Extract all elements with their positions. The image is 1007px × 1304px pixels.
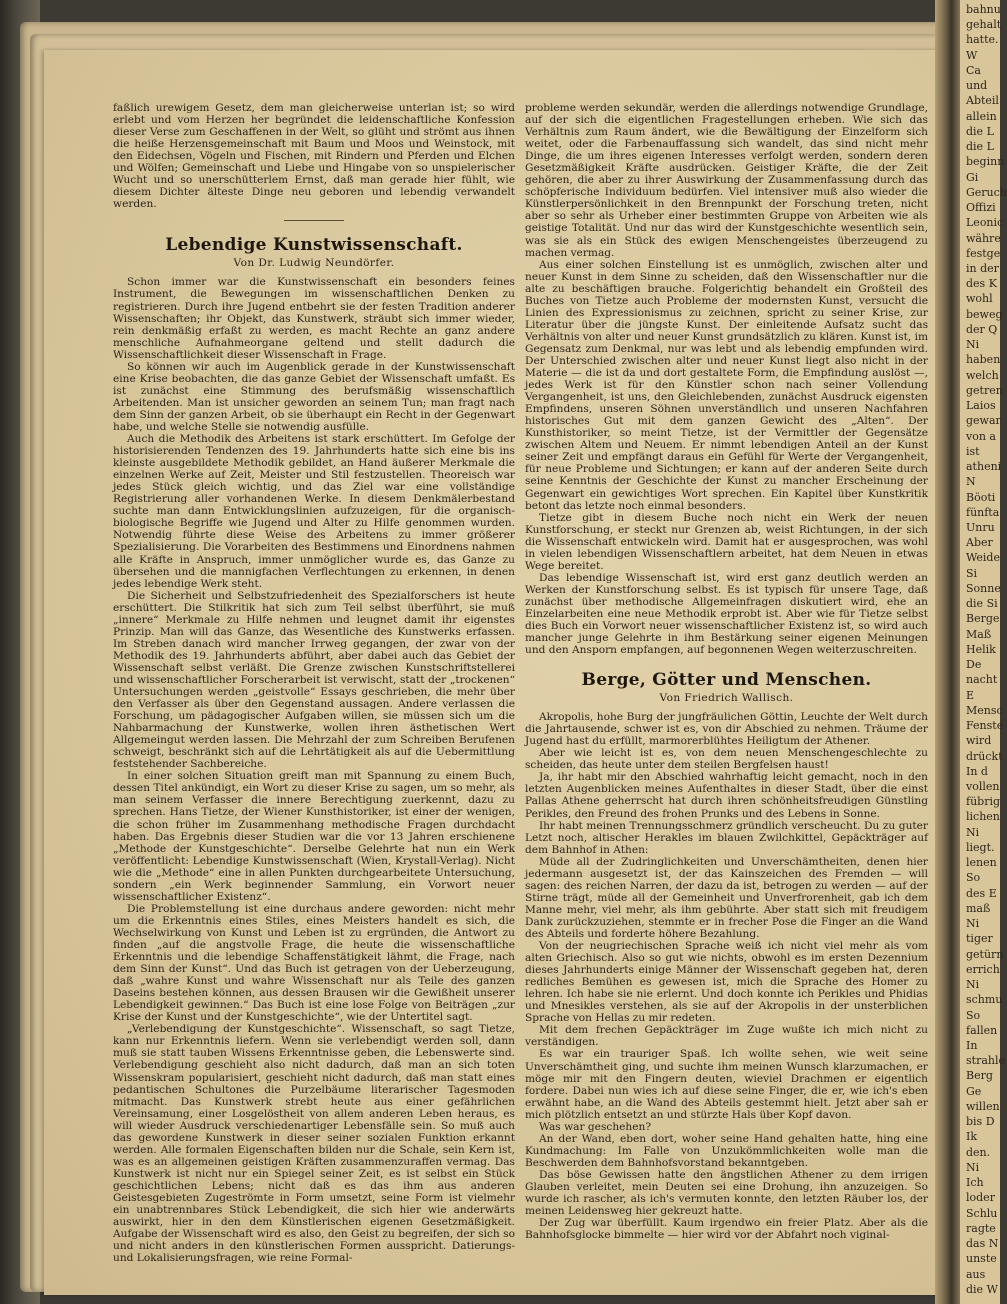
article2-paragraph: Aber wie leicht ist es, von dem neuen Menschengeschlechte zu scheiden, das heute unter dem steilen Bergfelsen haust!: [525, 747, 928, 772]
next-page-fragment: der Q: [966, 322, 998, 336]
next-page-fragment: getürn: [966, 947, 1004, 961]
next-page-fragment: lenen: [966, 856, 997, 870]
next-page-fragment: festge: [966, 246, 1001, 260]
next-page-fragment: die Si: [966, 597, 998, 611]
article2-paragraph: Von der neugriechischen Sprache weiß ich nicht viel mehr als vom alten Griechisch. Also so gut wie nichts, obwohl es im ersten Dezennium dieses Jahrhunderts einige Männer der Wissenschaft gegeben hat, deren redliches Bemühen es gewesen ist, mich die Sprache des Homer zu lehren. Ich habe sie nie erlernt. Und doch konnte ich Perikles und Phidias und Mnesikles verstehen, als sie auf der Akropolis in der unsterblichen Sprache von Hellas zu mir redeten.: [525, 940, 928, 1025]
next-page-fragment: allein: [966, 109, 997, 123]
next-page-fragment: welch: [966, 368, 999, 382]
article1-paragraph: „Verlebendigung der Kunstgeschichte“. Wissenschaft, so sagt Tietze, kann nur Erkenntnis liefern. Wenn sie verlebendigt werden soll, dann muß sie statt tauben Wissens Erkenntnisse geben, die Lebenswerte sind. Verlebendigung geschieht also nicht dadurch, daß man an sich toten Wissenskram popularisiert, geschieht nicht dadurch, daß man statt eines pedantischen Schultones die Purzelbäume literarischer Tagesmoden mitmacht. Das Kunstwerk strebt heute aus einer gefährlichen Vereinsamung, einer Losgelöstheit von allem anderen Leben heraus, es will wieder Ausdruck verschiedenartiger Lebensfälle sein. So muß auch das gewordene Kunstwerk in dieser seiner sozialen Funktion erkannt werden. Alle formalen Eigenschaften bilden nur die Schale, sein Kern ist, was es an allgemeinen geistigen Kräften zusammenzuraffen vermag. Das Kunstwerk ist nicht nur ein Spiegel seiner Zeit, es ist selbst ein Stück geschichtlichen Lebens; nicht daß es das ihm aus anderen Geistesgebieten Zugeströmte in Form umsetzt, seine Form ist vielmehr ein unabtrennbares Stück Lebendigkeit, die sich hier wie anderwärts auswirkt, hier in den dem Künstlerischen eigenen Gesetzmäßigkeit. Aufgabe der Wissenschaft wird es also, den Geist zu begreifen, der sich so und nicht anders in den künstlerischen Formen ausspricht. Datierungs- und Lokalisierungsfragen, wie reine Formal-: [113, 1023, 515, 1265]
article1-paragraph: Die Sicherheit und Selbstzufriedenheit des Spezialforschers ist heute erschüttert. Die Stilkritik hat sich zum Teil selbst überführt, sie muß „innere“ Merkmale zu Hilfe nehmen und leugnet damit ihr eigenstes Prinzip. Man will das Ganze, das Wesentliche des Kunstwerks erfassen. Im Streben danach wird mancher Irrweg gegangen, der zwar von der Methodik des 19. Jahrhunderts abführt, aber dabei auch das Gebiet der Wissenschaft selbst verläßt. Die Grenze zwischen Kunstschriftstellerei und wissenschaftlicher Forscherarbeit ist verwischt, statt der „trockenen“ Untersuchungen werden „geistvolle“ Essays geschrieben, die mehr über den Verfasser als über den Gegenstand aussagen. Andere verlassen die Forschung, um pädagogischer Aufgaben willen, sie müssen sich um die Nahbarmachung der Kunstwerke, wollen ihren ästhetischen Wert Allgemeingut werden lassen. Die Mehrzahl der zum Schreiben Berufenen schweigt, beschränkt sich auf die Lehrtätigkeit als auf die Uebermittlung feststehender Sachbereiche.: [113, 589, 515, 771]
next-page-fragment: atheni: [966, 460, 1002, 474]
article1-continuation: Aus einer solchen Einstellung ist es unmöglich, zwischen alter und neuer Kunst in dem Sinne zu scheiden, daß den Wissenschaftler nur die alte zu beschäftigen brauche. Folgerichtig behandelt ein Großteil des Buches von Tietze auch Probleme der modernsten Kunst, versucht die Linien des Expressionismus zu zeichnen, spricht zu seiner Krise, zur Literatur über die jüngste Kunst. Der einleitende Aufsatz sucht das Verhältnis von alter und neuer Kunst grundsätzlich zu klären. Kunst ist, im Gegensatz zum Denkmal, nur was lebt und als lebendig empfunden wird. Der Unterschied zwischen alter und neuer Kunst liegt also nicht in der Materie — die ist da und dort gestaltete Form, die Empfindung auslöst —, jedes Werk ist für den Künstler schon nach seiner Vollendung Vergangenheit, ist uns, den Gleichlebenden, zunächst Ausdruck eigensten Empfindens, unseren Söhnen unverständlich und unseren Nachfahren historisches Gut mit dem ganzen Gewicht des „Alten“. Der Kunsthistoriker, so meint Tietze, ist der Vermittler der Gegensätze zwischen Altem und Neuem. Er nimmt lebendigen Anteil an der Kunst seiner Zeit und empfängt daraus ein Gefühl für Werte der Vergangenheit, für neue Probleme und Sichtungen; er kann auf der anderen Seite durch seine Kenntnis der Geschichte der Kunst zu mancher Erscheinung der Gegenwart ein gewichtiges Wort sprechen. Ein Kapitel über Kunstkritik betont das letzte noch einmal besonders.: [525, 258, 929, 512]
next-page-fragment: Laios: [966, 399, 996, 413]
next-page-fragment: Schlu: [966, 1206, 998, 1220]
next-page-fragment: ist: [966, 444, 980, 458]
next-page-fragment: liegt.: [966, 840, 995, 854]
next-page-fragment: Ge: [966, 1084, 982, 1098]
next-page-fragment: Ik: [966, 1130, 978, 1144]
article2-paragraph: Der Zug war überfüllt. Kaum irgendwo ein freier Platz. Aber als die Bahnhofsglocke bimmelte — hier wird vor der Abfahrt noch viginal-: [525, 1217, 928, 1242]
next-page-fragment: E: [966, 688, 975, 702]
next-page-fragment: bahnu: [966, 3, 1001, 16]
article2-paragraph: Was war geschehen?: [539, 1120, 652, 1133]
next-page-fragment: aus: [966, 1267, 986, 1281]
next-page-fragment: Ni: [966, 978, 980, 992]
article2-paragraph: An der Wand, eben dort, woher seine Hand gehalten hatte, hing eine Kundmachung: Im Falle von Unzukömmlichkeiten wolle man die Beschwerden dem Bahnhofsvorstand bekanntgeben.: [525, 1132, 928, 1169]
next-page-fragment: Ich: [966, 1176, 984, 1190]
next-page-fragment: das N: [966, 1237, 999, 1251]
next-page-fragment: Geruch: [966, 185, 1007, 199]
next-page-fragment: des E: [966, 886, 997, 900]
article2-paragraph: Mit dem frechen Gepäckträger im Zuge wußte ich mich nicht zu verständigen.: [525, 1024, 928, 1049]
next-page-edge: [960, 0, 1007, 1304]
next-page-fragment: fünfta: [966, 505, 1000, 519]
next-page-fragment: wohl: [966, 292, 993, 306]
article1-continuation: probleme werden sekundär, werden die allerdings notwendige Grundlage, auf der sich die eigentlichen Fragestellungen erheben. Wie sich das Verhältnis zum Raum ändert, wie die Bewältigung der Einzelform sich weitet, oder die Farbenauffassung sich wandelt, das sind nicht mehr Dinge, die um ihres eigenen Interesses verfolgt werden, sondern deren Gesetzmäßigkeit Kräfte ausdrücken. Geistiger Kräfte, die der Zeit gehören, die aber zu ihrer Auswirkung der Zusammenfassung durch das schöpferische Individuum bedürfen. Viel intensiver muß also wieder die Künstlerpersönlichkeit in den Brennpunkt der Forschung treten, nicht aber so sehr als Urheber einer bestimmten Gruppe von Arbeiten wie als geistige Totalität. Und nur das wird der Kunstgeschichte wesentlich sein, was sie als ein Stück des ewigen Menschengeistes überzeugend zu machen vermag.: [525, 102, 928, 259]
next-page-fragment: Abteil: [966, 94, 999, 108]
article1-paragraph: In einer solchen Situation greift man mit Spannung zu einem Buch, dessen Titel ankündigt, ein Wort zu dieser Krise zu sagen, um so mehr, als man seinem Verfasser die innere Berechtigung zuerkennt, dazu zu sprechen. Hans Tietze, der Wiener Kunsthistoriker, ist einer der wenigen, die schon früher im Zusammenhang methodische Fragen durchdacht haben. Das Ergebnis dieser Studien war die vor 13 Jahren erschienene „Methode der Kunstgeschichte“. Derselbe Gelehrte hat nun ein Werk veröffentlicht: Lebendige Kunstwissenschaft (Wien, Krystall-Verlag). Nicht wie die „Methode“ eine in allen Punkten durchgearbeitete Untersuchung, sondern „ein Werk beginnender Sammlung, ein Vorwort neuer wissenschaftlicher Existenz“.: [113, 770, 515, 903]
next-page-fragment: die W: [966, 1282, 998, 1296]
next-page-fragment: In d: [966, 764, 988, 778]
article2-paragraph: Ja, ihr habt mir den Abschied wahrhaftig leicht gemacht, noch in den letzten Augenblicken meines Aufenthaltes in dieser Stadt, über die einst Pallas Athene geherrscht hat durch ihren schönheitsfreudigen Günstling Perikles, den Freund des frohen Prunks und des Lebens in Sonne.: [525, 771, 928, 820]
next-page-fragment: unste: [966, 1252, 997, 1266]
article2-paragraph: Es war ein trauriger Spaß. Ich wollte sehen, wie weit seine Unverschämtheit ging, und suchte ihm meinen Wunsch klarzumachen, er möge mir mit den Fingern deuten, wieviel Drachmen er eigentlich fordere. Dabei nun wies ich auf diese seine Finger, die er, wie ich's eben erwähnt habe, an die Wand des Abteils gestemmt hielt. Jetzt aber sah er mich plötzlich entsetzt an und stürzte Hals über Kopf davon.: [525, 1048, 928, 1121]
next-page-fragment: währe: [966, 231, 1001, 245]
next-page-fragment: Unru: [966, 521, 995, 534]
article2-paragraph: Ihr habt meinen Trennungsschmerz gründlich verscheucht. Du zu guter Letzt noch, altischer Herakles im blauen Zwilchkittel, Gepäckträger auf dem Bahnhof in Athen:: [525, 819, 928, 856]
article2-title: Berge, Götter und Menschen.: [581, 670, 872, 691]
next-page-fragment: tiger: [966, 932, 993, 946]
next-page-fragment: nacht: [966, 673, 998, 687]
next-page-fragment: fallen: [966, 1023, 998, 1037]
next-page-fragment: schmu: [966, 993, 1003, 1007]
article1-continuation: Tietze gibt in diesem Buche noch nicht ein Werk der neuen Kunstforschung, er steckt nur Grenzen ab, weist Richtungen, in der sich die Wissenschaft entwickeln wird. Damit hat er ausgesprochen, was wohl in vielen lebendigen Wissenschaftlern arbeitet, hat dem Neuen in etwas Wege bereitet.: [525, 511, 928, 572]
next-page-fragment: getren: [966, 383, 1003, 397]
next-page-fragment: De: [966, 658, 982, 672]
next-page-fragment: vollen: [966, 780, 1000, 793]
next-page-fragment: Gi: [966, 170, 979, 184]
next-page-fragment: den.: [966, 1145, 991, 1159]
next-page-fragment: errich: [966, 962, 1000, 976]
next-page-fragment: beginn: [966, 155, 1005, 169]
next-page-fragment: wird: [966, 734, 992, 748]
next-page-fragment: loder: [966, 1191, 995, 1205]
article1-paragraph: Schon immer war die Kunstwissenschaft ein besonders feines Instrument, die Bewegungen im wissenschaftlichen Denken zu registrieren. Durch ihre Jugend entbehrt sie der festen Tradition anderer Wissenschaften; ihr Objekt, das Kunstwerk, sträubt sich immer wieder, rein denkmäßig erfaßt zu werden, es macht Rechte an ganz andere menschliche Aufnahmeorgane geltend und stellt dadurch die Wissenschaftlichkeit dieser Wissenschaft in Frage.: [113, 276, 515, 361]
next-page-fragment: So: [966, 871, 981, 885]
next-page-fragment: Leonic: [966, 216, 1004, 230]
next-page-fragment: des K: [966, 277, 997, 291]
next-page-fragment: Si: [966, 566, 978, 580]
next-page-fragment: Berge: [966, 612, 1000, 626]
next-page-fragment: Helik: [966, 642, 996, 656]
article1-byline: Von Dr. Ludwig Neundörfer.: [233, 257, 395, 270]
next-page-fragment: So: [966, 1008, 981, 1022]
next-page-fragment: in der: [966, 262, 999, 275]
article2-paragraph: Müde all der Zudringlichkeiten und Unverschämtheiten, denen hier jedermann ausgesetzt ist, der das Kainszeichen des Fremden — will sagen: des reichen Narren, der dazu da ist, betrogen zu werden — auf der Stirne trägt, müde all der Gemeinheit und Unverfrorenheit, gab ich dem Manne mehr, viel mehr, als ihm gebührte. Aber statt sich mit freudigem Dank zurückzuziehen, stemmte er in frecher Pose die Finger an die Wand des Abteils und forderte höhere Bezahlung.: [525, 855, 928, 940]
next-page-fragment: drückt: [966, 749, 1003, 763]
next-page-fragment: Ca: [966, 63, 981, 77]
next-page-fragment: N: [966, 475, 976, 489]
next-page-fragment: W: [966, 48, 978, 62]
next-page-fragment: und: [966, 79, 988, 93]
article2-paragraph: Das böse Gewissen hatte den ängstlichen Athener zu dem irrigen Glauben verleitet, mein Deuten sei eine Drohung, ihn anzuzeigen. So wurde ich rascher, als ich's vermuten konnte, den letzten Räuber los, der meinen Leidensweg hier gekreuzt hatte.: [525, 1168, 928, 1218]
next-page-fragment: Mensc: [966, 703, 1003, 717]
next-page-fragment: ragte: [966, 1221, 996, 1235]
article1-paragraph: Auch die Methodik des Arbeitens ist stark erschüttert. Im Gefolge der historisierenden Tendenzen des 19. Jahrhunderts hatte sich eine bis ins kleinste ausgebildete Methodik gebildet, an Hand äußerer Merkmale die einzelnen Werke auf Zeit, Meister und Stil festzustellen. Theoreisch war jedes Stück gleich wichtig, und das Ziel war eine vollständige Registrierung aller vorhandenen Werke. In diesem Denkmälerbestand suchte man dann Entwicklungslinien aufzuzeigen, für die organisch-biologische Begriffe wie Jugend und Alter zu Hilfe genommen wurden. Notwendig führte diese Weise des Arbeitens zu immer größerer Spezialisierung. Die Vorarbeiten des Bestimmens und Einordnens nahmen alle Kräfte in Anspruch, immer unmöglicher wurde es, das Ganze zu übersehen und die mannigfachen Verflechtungen zu erkennen, in denen jedes lebendige Werk steht.: [113, 433, 515, 590]
next-page-fragment: Sonne: [966, 581, 1001, 595]
next-page-fragment: Berg: [966, 1069, 993, 1083]
next-page-fragment: Ni: [966, 917, 980, 931]
next-page-fragment: Ni: [966, 825, 980, 839]
intro-paragraph: faßlich urewigem Gesetz, dem man gleicherweise unterlan ist; so wird erlebt und vom Herzen her begründet die leidenschaftliche Konfession dieser Verse zum Geschaffenen in der Welt, so glüht und strömt aus ihnen die heiße Herzensgemeinschaft mit Baum und Moos und Weinstock, mit den Eidechsen, Vögeln und Fischen, mit Rindern und Pferden und Elchen und Wölfen; Gemeinschaft und Liebe und Hingabe von so unspielerischer Wucht und so unerschütterlem Ernst, daß man gerade hier fühlt, wie diesem Dichter älteste Dinge neu geboren und lebendig verwandelt werden.: [113, 102, 515, 211]
article1-paragraph: Die Problemstellung ist eine durchaus andere geworden: nicht mehr um die Erkenntnis eines Stiles, eines Meisters handelt es sich, die Wechselwirkung von Kunst und Leben ist zu ergründen, die Antwort zu finden „auf die angstvolle Frage, die heute die wissenschaftliche Erkenntnis und die lebendige Schaffenstätigkeit lähmt, die Frage, nach dem Sinn der Kunst“. Und das Buch ist getragen von der Ueberzeugung, daß „wahre Kunst und wahre Wissenschaft nur als Teile des ganzen Daseins bestehen können, aus dessen Brausen wir die Gewißheit unserer Lebendigkeit gewinnen.“ Das Buch ist eine lose Folge von Beiträgen „zur Krise der Kunst und der Kunstgeschichte“, wie der Untertitel sagt.: [113, 902, 515, 1024]
next-page-fragment: Offizi: [966, 201, 996, 215]
article1-paragraph: So können wir auch im Augenblick gerade in der Kunstwissenschaft eine Krise beobachten, die das ganze Gebiet der Wissenschaft umfaßt. Es ist zunächst eine Stimmung des berufsmäßig wissenschaftlich Arbeitenden. Man ist unsicher geworden an seinem Tun; man fragt nach dem Sinn der ganzen Arbeit, ob sie überhaupt ein Recht in der Gegenwart habe, und welche Stelle sie notwendig ausfülle.: [113, 360, 515, 433]
next-page-fragment: gewar: [966, 414, 1001, 428]
next-page-fragment: beweg: [966, 307, 1003, 321]
next-page-fragment: von a: [966, 429, 996, 443]
next-page-fragment: Böoti: [966, 490, 996, 504]
article2-byline: Von Friedrich Wallisch.: [659, 692, 794, 705]
article2-paragraph: Akropolis, hohe Burg der jungfräulichen Göttin, Leuchte der Welt durch die Jahrtausende, schwer ist es, von dir Abschied zu nehmen. Träume der Jugend hast du erfüllt, marmorerblühtes Heiligtum der Athener.: [525, 711, 928, 748]
left-column: [113, 102, 515, 1265]
right-column: [525, 102, 929, 1242]
next-page-fragment: die L: [966, 140, 994, 154]
next-page-fragment: willen: [966, 1099, 1000, 1113]
next-page-fragment: In: [966, 1039, 978, 1052]
next-page-fragment: Weide: [966, 551, 1000, 565]
next-page-fragment: fübrig: [966, 795, 1001, 809]
next-page-fragment: Maß: [966, 627, 992, 641]
next-page-fragment: Ni: [966, 338, 980, 352]
section-divider: [284, 220, 344, 221]
next-page-fragment: Aber: [966, 536, 993, 550]
next-page-fragment: Ni: [966, 1160, 980, 1174]
next-page-fragment: die L: [966, 124, 994, 138]
article1-title: Lebendige Kunstwissenschaft.: [165, 235, 463, 256]
next-page-fragment: maß: [966, 901, 991, 915]
next-page-fragment: strahle: [966, 1054, 1005, 1068]
next-page-fragment: gehalt: [966, 18, 1002, 32]
next-page-fragment: haben: [966, 353, 1001, 367]
article1-continuation: Das lebendige Wissenschaft ist, wird erst ganz deutlich werden an Werken der Kunstforschung selbst. Es ist typisch für unsere Tage, daß zunächst über methodische Allgemeinfragen diskutiert wird, ehe an Einzelarbeiten eine neue Methodik erprobt ist. Aber wie für Tietze selbst dies Buch ein Vorwort neuer wissenschaftlicher Existenz ist, so wird auch mancher junge Gelehrte in ihm Bestärkung seiner eigenen Meinungen und den Ansporn empfangen, auf begonnenen Wegen weiterzuschreiten.: [525, 571, 928, 657]
next-page-fragment: lichen: [966, 810, 1000, 824]
next-page-fragment: Fenste: [966, 719, 1004, 733]
next-page-fragment: hatte.: [966, 33, 999, 47]
next-page-fragment: bis D: [966, 1115, 995, 1129]
